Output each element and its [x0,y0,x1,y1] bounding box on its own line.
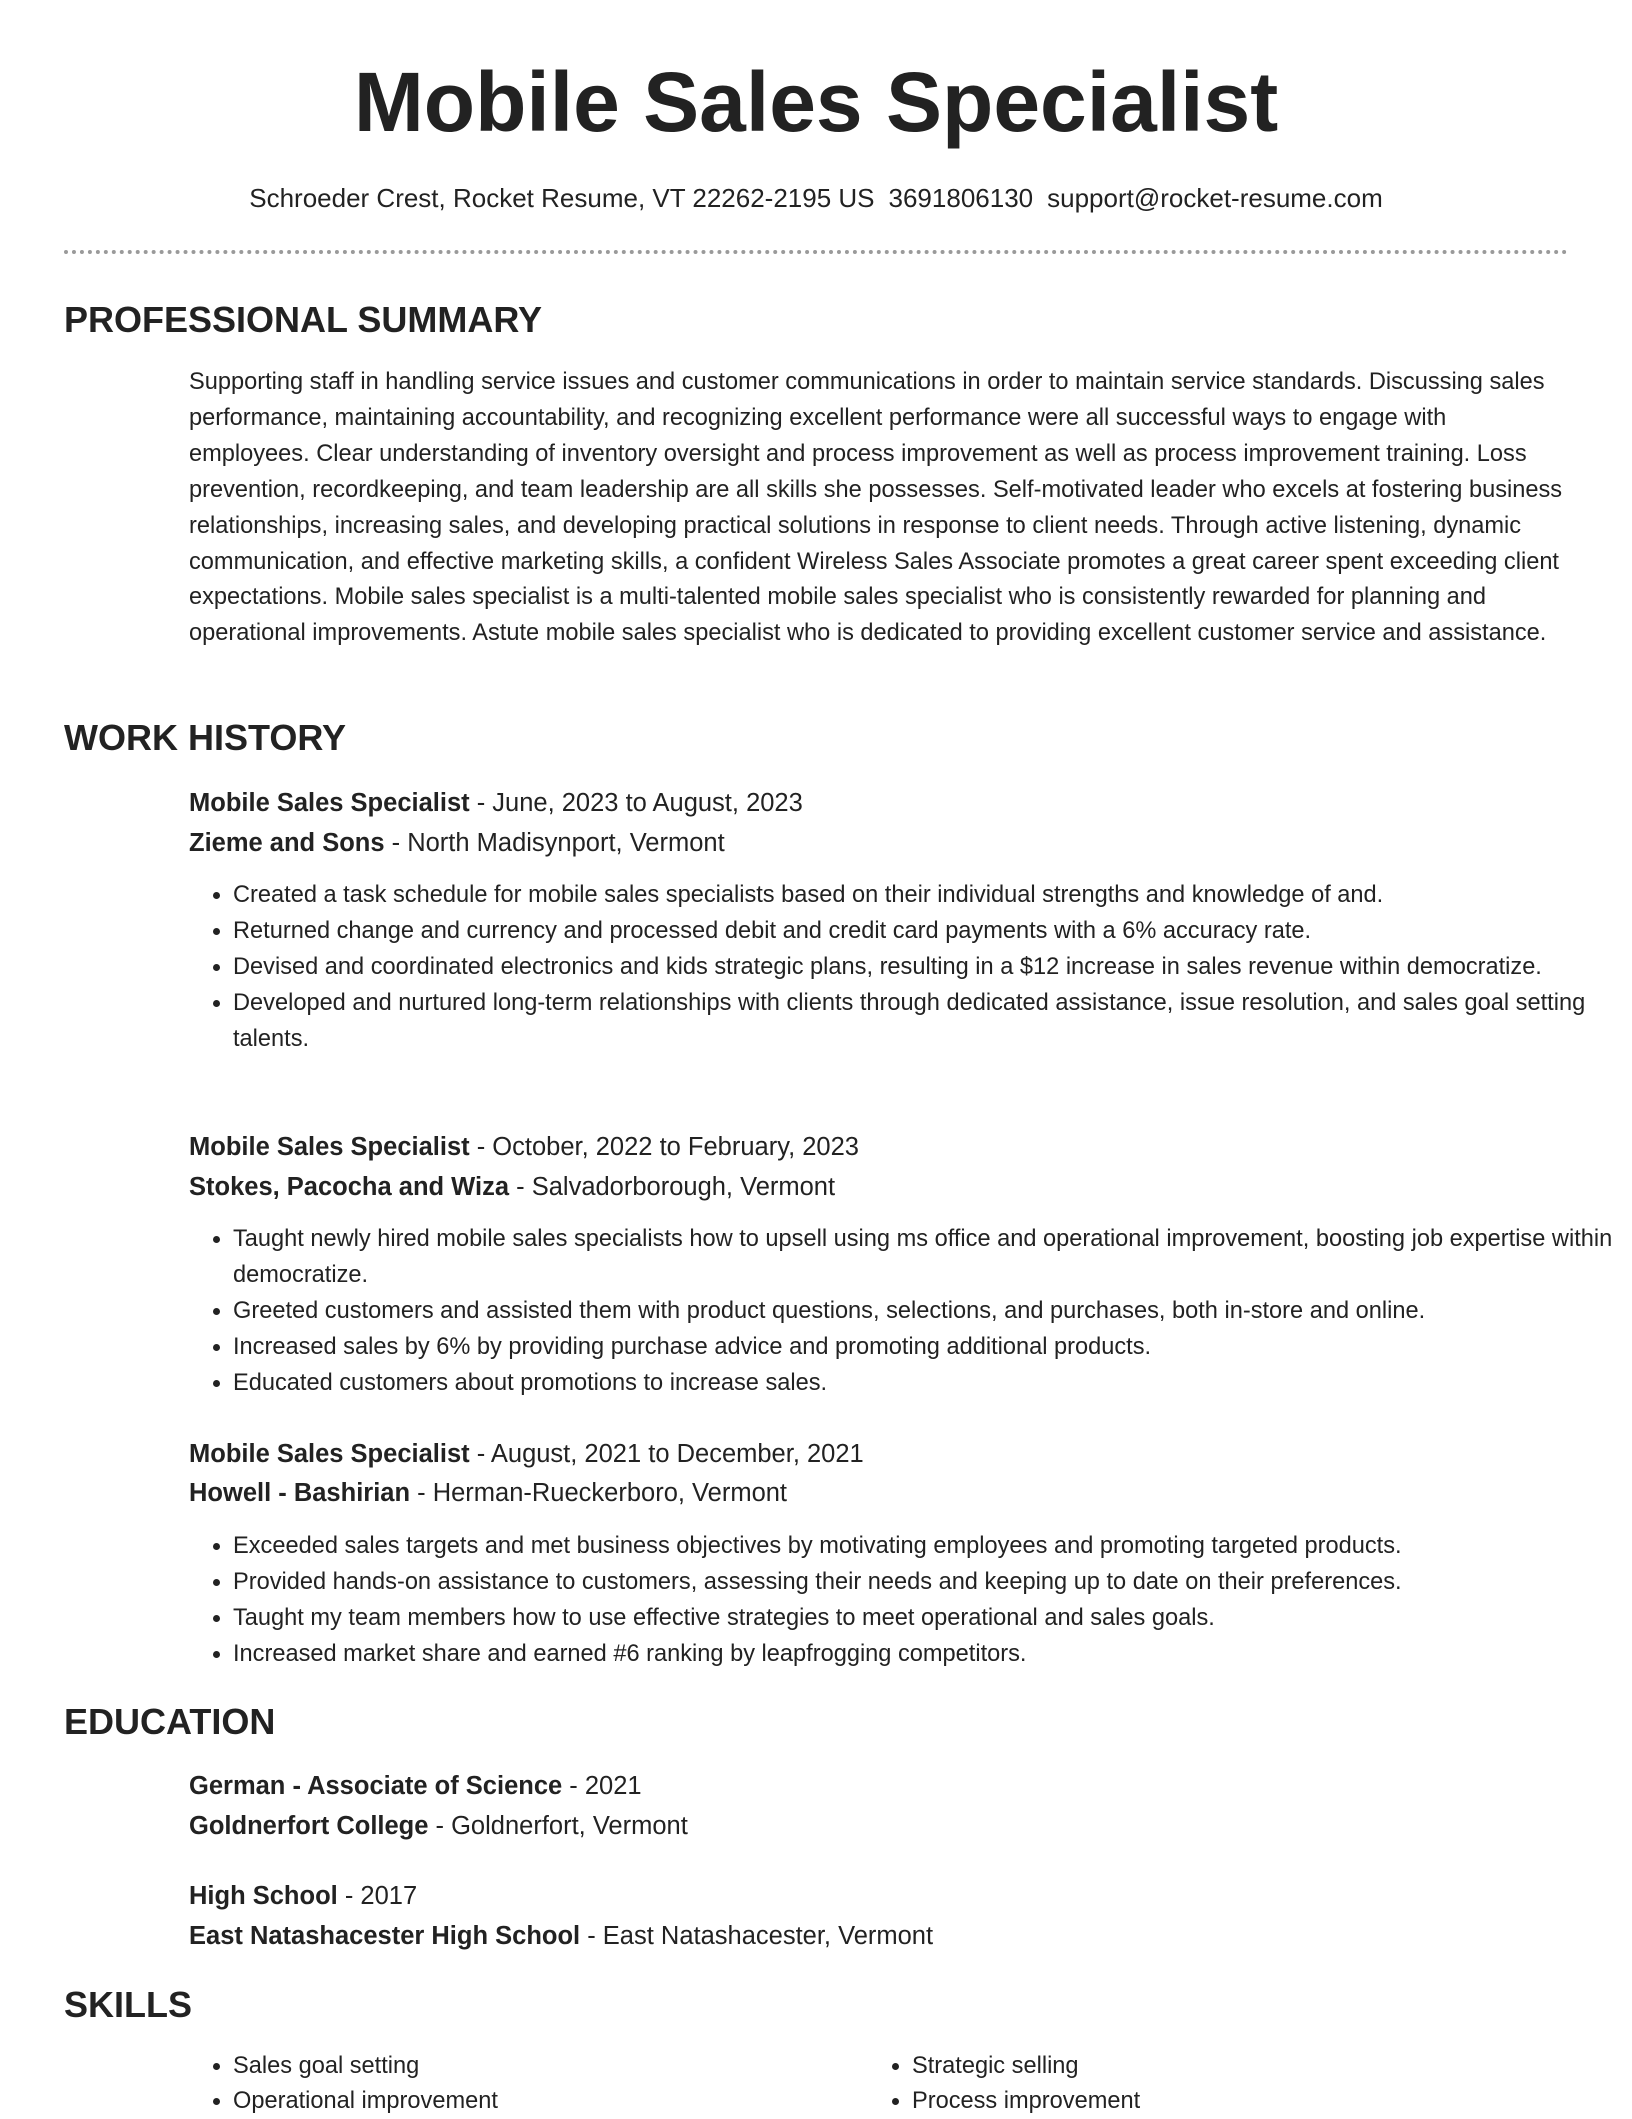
job-company-line [189,824,725,862]
education-degree: High School [189,1882,338,1910]
job-role: Mobile Sales Specialist [189,1440,470,1468]
skills-list-right [868,2049,1512,2119]
skills-section-title: SKILLS [64,1984,193,2025]
job-title-line [189,784,803,822]
skill-item: • Sales goal setting [233,2049,833,2084]
job-bullet: • Increased market share and earned #6 ranking by leapfrogging competitors. [233,1636,1613,1672]
job-company-line [189,1168,835,1206]
resume-name-heading: Mobile Sales Specialist [353,55,1279,149]
job-bullet-list [189,877,1613,1057]
education-degree-line [189,1877,417,1915]
header-divider [64,250,1568,254]
summary-section-title: PROFESSIONAL SUMMARY [64,299,543,340]
job-bullet-list [189,1528,1613,1672]
job-company-line [189,1474,787,1512]
work-history-section-title: WORK HISTORY [64,717,347,758]
job-bullet: • Devised and coordinated electronics and kids strategic plans, resulting in a $12 increase in sales revenue within democratize. [233,949,1613,985]
job-location: - Salvadorborough, Vermont [509,1173,836,1201]
education-year: - 2021 [562,1772,642,1800]
job-dates: - October, 2022 to February, 2023 [469,1133,859,1161]
job-location: - Herman-Rueckerboro, Vermont [410,1479,788,1507]
job-bullet: • Taught newly hired mobile sales specialists how to upsell using ms office and operational improvement, boosting job expertise within democratize. [233,1221,1613,1293]
job-bullet: • Exceeded sales targets and met business objectives by motivating employees and promoting targeted products. [233,1528,1613,1564]
contact-line [0,180,1632,216]
job-title-line [189,1435,864,1473]
job-bullet: • Returned change and currency and processed debit and credit card payments with a 6% accuracy rate. [233,913,1613,949]
summary-text: Supporting staff in handling service issues and customer communications in order to maintain service standards. Discussing sales performance, maintaining accountability, and recognizing excellent performance were all successful ways to engage with employees. Clear understanding of inventory oversight and process improvement as well as process improvement training. Loss prevention, recordkeeping, and team leadership are all skills she possesses. Self-motivated leader who excels at fostering business relationships, increasing sales, and developing practical solutions in response to client needs. Through active listening, dynamic communication, and effective marketing skills, a confident Wireless Sales Associate promotes a great career spent exceeding client expectations. Mobile sales specialist is a multi-talented mobile sales specialist who is consistently rewarded for planning and operational improvements. Astute mobile sales specialist who is dedicated to providing excellent customer service and assistance. [189,369,1563,647]
job-bullet: • Developed and nurtured long-term relationships with clients through dedicated assistance, issue resolution, and sales goal setting talents. [233,985,1613,1057]
job-company: Howell - Bashirian [189,1479,411,1507]
job-company: Stokes, Pacocha and Wiza [189,1173,510,1201]
job-title-line [189,1128,859,1166]
education-school: Goldnerfort College [189,1812,429,1840]
education-section-title: EDUCATION [64,1701,276,1742]
job-bullet: • Educated customers about promotions to increase sales. [233,1365,1613,1401]
education-school: East Natashacester High School [189,1922,581,1950]
job-bullet: • Provided hands-on assistance to customers, assessing their needs and keeping up to date on their preferences. [233,1564,1613,1600]
job-bullet-list [189,1221,1613,1401]
education-degree-line [189,1767,642,1805]
job-dates: - June, 2023 to August, 2023 [469,789,803,817]
job-role: Mobile Sales Specialist [189,789,470,817]
education-school-line [189,1807,688,1845]
education-location: - East Natashacester, Vermont [580,1922,934,1950]
contact-address: Schroeder Crest, Rocket Resume, VT 22262-2195 US [249,183,875,213]
job-dates: - August, 2021 to December, 2021 [469,1440,864,1468]
contact-email: support@rocket-resume.com [1047,183,1383,213]
job-bullet: • Greeted customers and assisted them with product questions, selections, and purchases, both in-store and online. [233,1293,1613,1329]
education-location: - Goldnerfort, Vermont [428,1812,688,1840]
education-school-line [189,1917,933,1955]
skill-item: • Strategic selling [912,2049,1512,2084]
skills-list-left [189,2049,833,2119]
job-bullet: • Increased sales by 6% by providing purchase advice and promoting additional products. [233,1329,1613,1365]
job-role: Mobile Sales Specialist [189,1133,470,1161]
job-location: - North Madisynport, Vermont [384,829,725,857]
job-bullet: • Taught my team members how to use effective strategies to meet operational and sales goals. [233,1600,1613,1636]
education-degree: German - Associate of Science [189,1772,563,1800]
skill-item: • Operational improvement [233,2084,833,2119]
contact-phone: 3691806130 [888,183,1034,213]
skill-item: • Process improvement [912,2084,1512,2119]
job-bullet: • Created a task schedule for mobile sales specialists based on their individual strengths and knowledge of and. [233,877,1613,913]
job-company: Zieme and Sons [189,829,385,857]
education-year: - 2017 [337,1882,418,1910]
